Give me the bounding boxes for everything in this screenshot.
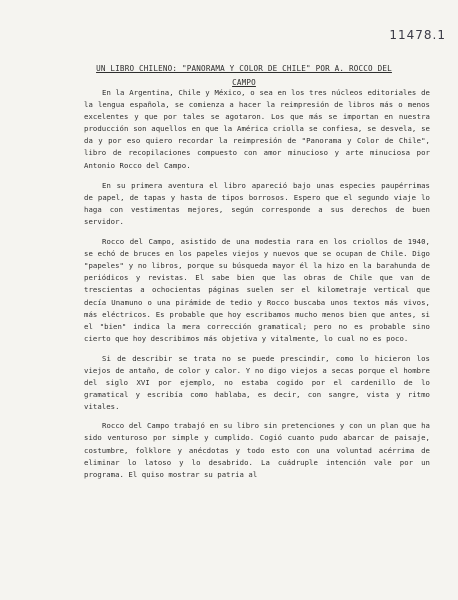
document-body — [84, 87, 430, 481]
page-number: 11478.1 — [389, 28, 446, 42]
paragraph-1: En la Argentina, Chile y México, o sea en los tres núcleos editoriales de la lengua española, se comienza a hacer la reimpresión de libros más o menos excelentes y que por tales se agotaron. Los que más se importan en nuestra producción son aquellos en que la América criolla se confiesa, se desvela, se da y por eso quiero recordar la reimpresión de "Panorama y Color de Chile", libro de recopilaciones compuesto con amor minucioso y arte minuciosa por Antonio Rocco del Campo. — [84, 88, 430, 170]
document-title: UN LIBRO CHILENO: "PANORAMA Y COLOR DE CHILE" POR A. ROCCO DEL CAMPO — [96, 64, 392, 87]
paragraph-2: En su primera aventura el libro apareció bajo unas especies paupérrimas de papel, de tapas y hasta de tipos borrosos. Espero que el segundo viaje lo haga con vestimentas mejores, según corresponde a sus derechos de buen servidor. — [84, 180, 430, 226]
paragraph-5: Rocco del Campo trabajó en su libro sin pretenciones y con un plan que ha sido venturoso por simple y cumplido. Cogió cuanto pudo abarcar de paisaje, costumbre, folklore y anécdotas y todo esto con una voluntad acérrima de eliminar lo latoso y lo desabrido. La cuádruple intención vale por un programa. El quiso mostrar su patria al — [84, 421, 430, 479]
paragraph-4: Si de describir se trata no se puede prescindir, como lo hicieron los viejos de antaño, de color y calor. Y no digo viejos a secas porque el hombre del siglo XVI por ejemplo, no estaba cogido por el cardenillo de lo gramatical y escribía como hablaba, es decir, con sangre, vista y ritmo vitales. — [84, 353, 430, 412]
paragraph-3: Rocco del Campo, asistido de una modestia rara en los criollos de 1940, se echó de bruces en los papeles viejos y nuevos que se ocupan de Chile. Digo "papeles" y no libros, porque su búsqueda mayor él la hizo en la barahunda de periódicos y revistas. El sabe bien que las obras de Chile que van de trescientas a ochocientas páginas suelen ser el kilometraje vertical que decía Unamuno o una pirámide de tedio y Rocco buscaba unos textos más vivos, más eléctricos. Es probable que hoy escribamos mucho menos bien que antes, si el "bien" indica la mera corrección gramatical; pero no es probable sino cierto que hoy describimos más objetiva y vitalmente, lo cual no es poco. — [84, 237, 430, 343]
